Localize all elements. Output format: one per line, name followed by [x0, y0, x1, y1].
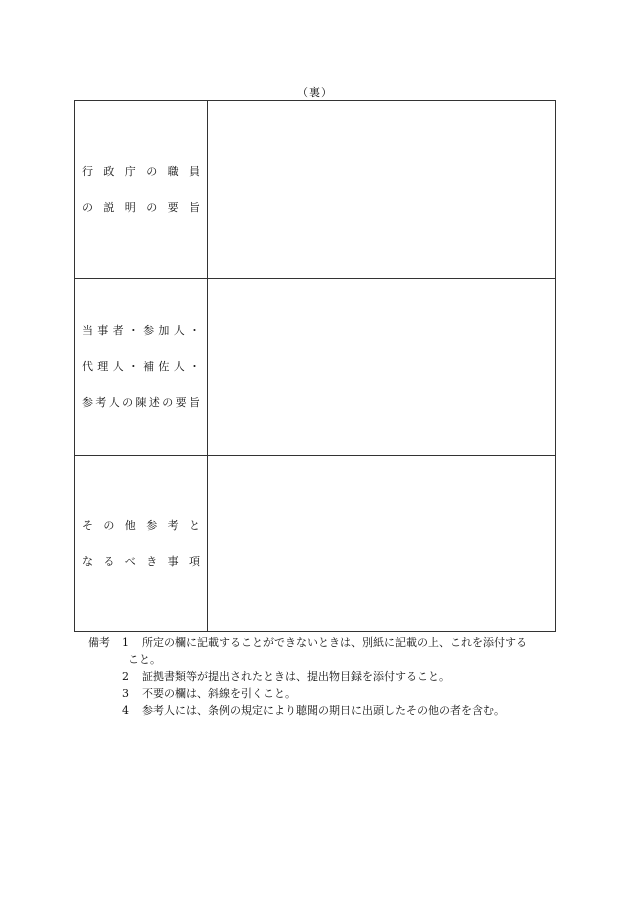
- remark-text: 不要の欄は、斜線を引くこと。: [142, 687, 296, 700]
- remark-number: 2: [122, 670, 129, 683]
- remark-item: [88, 685, 558, 702]
- remark-number: 1: [122, 636, 129, 649]
- remark-number: 4: [122, 704, 129, 717]
- remark-item: [88, 668, 558, 685]
- form-row-other-reference: [75, 456, 555, 631]
- remark-text: 証拠書類等が提出されたときは、提出物目録を添付すること。: [142, 670, 450, 683]
- row-label-line: その他参考と: [82, 518, 200, 532]
- hearing-record-form-table: [74, 100, 556, 632]
- row-label-line: 行政庁の職員: [82, 164, 200, 178]
- form-row-party-statements: [75, 279, 555, 456]
- remarks-heading: 備考: [88, 636, 110, 649]
- remark-text: 所定の欄に記載することができないときは、別紙に記載の上、これを添付する: [142, 636, 527, 649]
- remark-number: 3: [122, 687, 129, 700]
- row-label-cell: [75, 101, 208, 278]
- remark-item: [88, 702, 558, 719]
- row-label-cell: [75, 456, 208, 631]
- other-reference-field[interactable]: [208, 456, 555, 631]
- row-label-cell: [75, 279, 208, 455]
- remark-item: [88, 634, 558, 668]
- row-label-line: なるべき事項: [82, 554, 200, 568]
- party-statements-field[interactable]: [208, 279, 555, 455]
- remark-text: 参考人には、条例の規定により聴聞の期日に出頭したその他の者を含む。: [142, 704, 505, 717]
- remark-text-continuation: こと。: [128, 653, 161, 666]
- row-label-line: 代理人・補佐人・: [82, 360, 200, 373]
- remarks-section: [88, 634, 558, 719]
- official-explanation-field[interactable]: [208, 101, 555, 278]
- row-label-line: 参考人の陳述の要旨: [82, 396, 200, 409]
- row-label-line: 当事者・参加人・: [82, 324, 200, 337]
- form-row-official-explanation: [75, 101, 555, 279]
- page-title: （裏）: [297, 86, 333, 99]
- row-label-line: の説明の要旨: [82, 200, 200, 214]
